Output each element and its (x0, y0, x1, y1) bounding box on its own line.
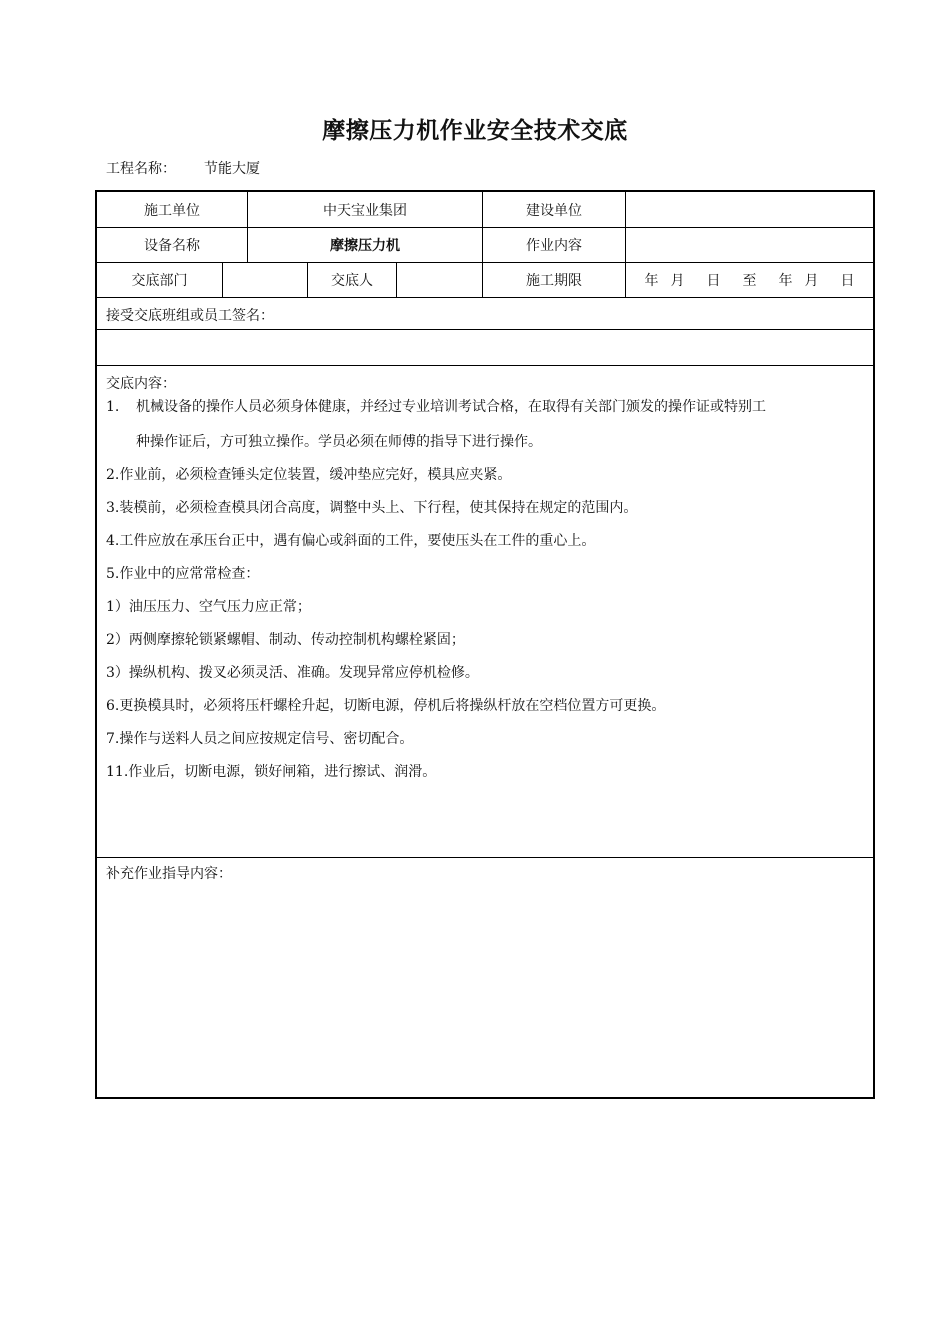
period-year-start: 年 (644, 273, 659, 289)
content-item-7: 7.操作与送料人员之间应按规定信号、密切配合。 (106, 731, 414, 747)
content-item-2: 2.作业前，必须检查锤头定位装置，缓冲垫应完好，模具应夹紧。 (106, 467, 512, 483)
row-disclosure-dept (97, 263, 873, 298)
content-item-4: 4.工件应放在承压台正中，遇有偏心或斜面的工件，要使压头在工件的重心上。 (106, 533, 596, 549)
equipment-value: 摩擦压力机 (248, 228, 483, 262)
build-unit-label: 建设单位 (483, 192, 626, 227)
supplement-label: 补充作业指导内容： (106, 866, 232, 882)
content-item-1 (106, 396, 865, 416)
row-signature-label (97, 298, 873, 330)
item-number: 1. (106, 399, 120, 415)
dept-value (223, 263, 308, 297)
equipment-label: 设备名称 (97, 228, 248, 262)
row-equipment (97, 228, 873, 263)
period-value (626, 263, 873, 297)
disclosure-form (95, 190, 875, 1099)
build-unit-value (626, 192, 873, 227)
content-item-6: 6.更换模具时，必须将压杆螺栓升起，切断电源，停机后将操纵杆放在空档位置方可更换。 (106, 698, 666, 714)
person-value (397, 263, 483, 297)
content-label: 交底内容： (106, 376, 176, 392)
content-item-3: 3.装模前，必须检查模具闭合高度，调整中头上、下行程，使其保持在规定的范围内。 (106, 500, 638, 516)
content-item-5-3: 3）操纵机构、拨叉必须灵活、准确。发现异常应停机检修。 (106, 665, 479, 681)
dept-label: 交底部门 (97, 263, 223, 297)
period-month-start: 月 (670, 273, 685, 289)
period-year-end: 年 (778, 273, 793, 289)
signature-blank (97, 330, 873, 366)
row-disclosure-content (97, 366, 873, 858)
item-text: 机械设备的操作人员必须身体健康，并经过专业培训考试合格，在取得有关部门颁发的操作证或特别工 (136, 399, 766, 415)
signature-label: 接受交底班组或员工签名： (106, 308, 274, 324)
content-item-5-1: 1）油压压力、空气压力应正常； (106, 599, 311, 615)
content-item-5: 5.作业中的应常常检查： (106, 566, 260, 582)
period-month-end: 月 (804, 273, 819, 289)
document-title: 摩擦压力机作业安全技术交底 (322, 118, 628, 144)
work-content-value (626, 228, 873, 262)
content-items (106, 366, 865, 857)
period-day-end: 日 (840, 273, 855, 289)
period-label: 施工期限 (483, 263, 626, 297)
construction-unit-label: 施工单位 (97, 192, 248, 227)
row-supplement (97, 858, 873, 1097)
person-label: 交底人 (308, 263, 397, 297)
work-content-label: 作业内容 (483, 228, 626, 262)
period-to: 至 (742, 273, 757, 289)
content-item-5-2: 2）两侧摩擦轮锁紧螺帽、制动、传动控制机构螺栓紧固； (106, 632, 465, 648)
project-label: 工程名称： (106, 161, 176, 177)
content-item-1-cont: 种操作证后，方可独立操作。学员必须在师傅的指导下进行操作。 (136, 434, 542, 450)
content-item-11: 11.作业后，切断电源，锁好闸箱，进行擦试、润滑。 (106, 764, 437, 780)
period-day-start: 日 (706, 273, 721, 289)
project-name: 节能大厦 (204, 161, 260, 177)
construction-unit-value: 中天宝业集团 (248, 192, 483, 227)
row-construction-unit (97, 192, 873, 228)
project-line (106, 158, 260, 178)
period-fields (645, 270, 855, 290)
